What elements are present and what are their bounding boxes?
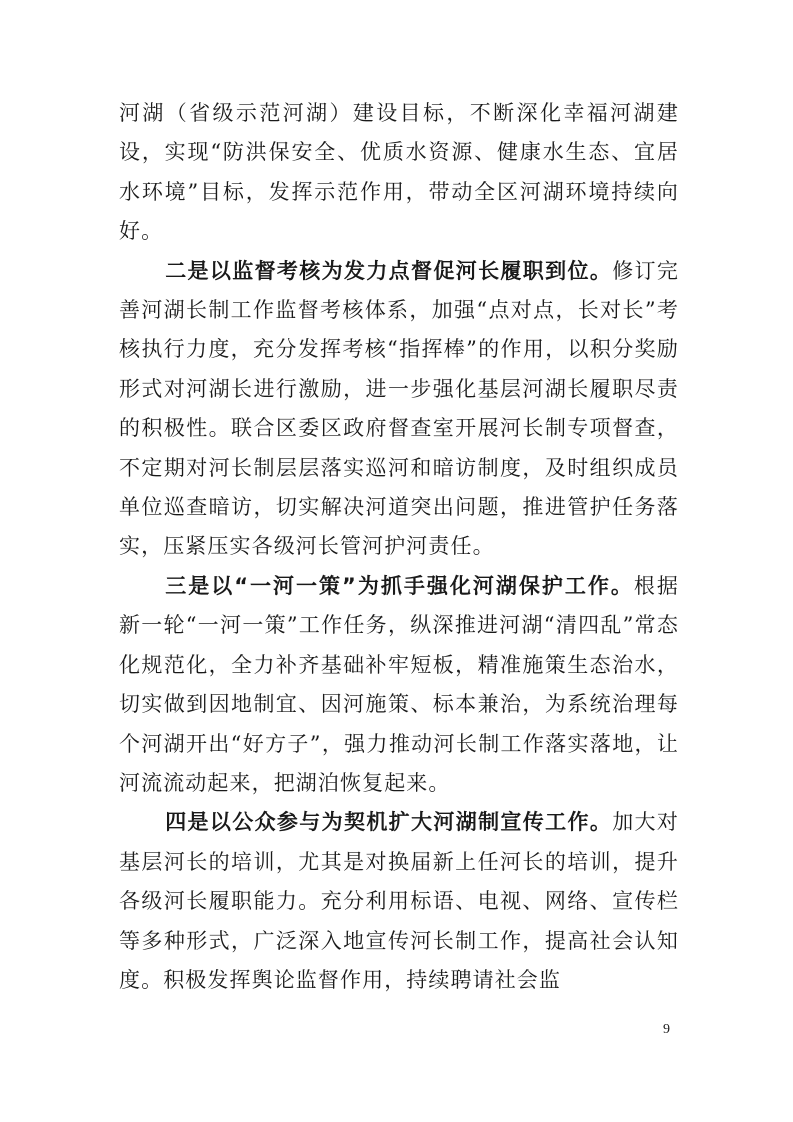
paragraph-4-lead: 四是以公众参与为契机扩大河湖制宣传工作。 [165,810,613,835]
paragraph-4 [119,803,679,1000]
paragraph-2-text: 修订完善河湖长制工作监督考核体系，加强“点对点，长对长”考核执行力度，充分发挥考核“指挥棒”的作用，以积分奖励形式对河湖长进行激励，进一步强化基层河湖长履职尽责的积极性。联合区委区政府督查室开展河长制专项督查，不定期对河长制层层落实巡河和暗访制度，及时组织成员单位巡查暗访，切实解决河道突出问题，推进管护任务落实，压紧压实各级河长管河护河责任。 [119,258,679,559]
paragraph-3-text: 根据新一轮“一河一策”工作任务，纵深推进河湖“清四乱”常态化规范化，全力补齐基础补牢短板，精准施策生态治水，切实做到因地制宜、因河施策、标本兼治，为系统治理每个河湖开出“好方子”，强力推动河长制工作落实落地，让河流流动起来，把湖泊恢复起来。 [119,573,679,795]
paragraph-2-lead: 二是以监督考核为发力点督促河长履职到位。 [165,258,613,283]
paragraph-1 [119,94,679,252]
body-text [119,94,679,1000]
paragraph-3 [119,567,679,803]
paragraph-4-text: 加大对基层河长的培训，尤其是对换届新上任河长的培训，提升各级河长履职能力。充分利用标语、电视、网络、宣传栏等多种形式，广泛深入地宣传河长制工作，提高社会认知度。积极发挥舆论监督作用，持续聘请社会监 [119,810,679,992]
paragraph-3-lead: 三是以“一河一策”为抓手强化河湖保护工作。 [165,573,634,598]
paragraph-2 [119,252,679,567]
paragraph-1-text: 河湖（省级示范河湖）建设目标，不断深化幸福河湖建设，实现“防洪保安全、优质水资源、健康水生态、宜居水环境”目标，发挥示范作用，带动全区河湖环境持续向好。 [119,101,679,244]
page-number: 9 [663,1022,670,1037]
